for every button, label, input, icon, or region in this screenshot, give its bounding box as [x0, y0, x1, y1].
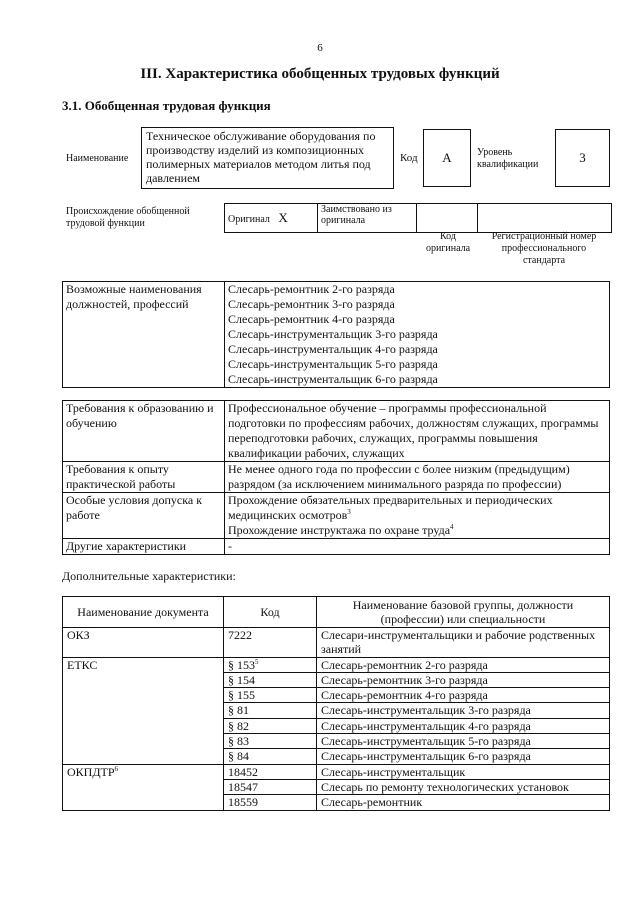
etks-name: Слесарь-инструментальщик 6-го разряда	[317, 749, 610, 764]
list-item: Слесарь-ремонтник 2-го разряда	[228, 282, 395, 296]
level-label: Уровень квалификации	[477, 147, 539, 170]
code-value-box: А	[423, 129, 471, 187]
col-code-header: Код	[224, 597, 317, 628]
okpdtr-doc: ОКПДТР$^6$	[63, 764, 224, 810]
etks-code: § $153^5$	[224, 657, 317, 672]
additional-table	[62, 596, 610, 811]
code-label: Код	[400, 152, 418, 164]
col-doc-header: Наименование документа	[63, 597, 224, 628]
requirements-table	[62, 400, 610, 555]
table-row	[63, 764, 610, 779]
additional-title: Дополнительные характеристики:	[62, 569, 236, 583]
conditions-value	[225, 493, 610, 539]
positions-label: Возможные наименования должностей, профессий	[63, 282, 225, 388]
footnote-4: 4	[450, 523, 454, 531]
etks-code: § 84	[224, 749, 317, 764]
positions-list	[225, 282, 610, 388]
section-title: III. Характеристика обобщенных трудовых функций	[140, 66, 500, 82]
list-item: Слесарь-инструментальщик 6-го разряда	[228, 372, 438, 386]
name-label: Наименование	[66, 153, 129, 164]
original-label: Оригинал	[228, 214, 270, 225]
conditions-line-2: Прохождение инструктажа по охране труда$^4$	[228, 523, 454, 537]
experience-value: Не менее одного года по профессии с более низким (предыдущим) разрядом (за исключением минимального разряда по профессии)	[225, 462, 610, 493]
etks-name: Слесарь-инструментальщик 4-го разряда	[317, 718, 610, 733]
okpdtr-name: Слесарь-инструментальщик	[317, 764, 610, 779]
footnote-6: 6	[114, 764, 119, 773]
etks-doc: ЕТКС	[63, 657, 224, 764]
original-cell	[225, 204, 318, 233]
etks-code: § 155	[224, 688, 317, 703]
positions-table	[62, 281, 610, 388]
conditions-line-1: Прохождение обязательных предварительных и периодических медицинских осмотров$^3$	[228, 493, 553, 522]
etks-name: Слесарь-инструментальщик 3-го разряда	[317, 703, 610, 718]
okpdtr-code: 18559	[224, 795, 317, 810]
table-row	[63, 657, 610, 672]
conditions-label: Особые условия допуска к работе	[63, 493, 225, 539]
etks-name: Слесарь-ремонтник 2-го разряда	[317, 657, 610, 672]
okz-name: Слесари-инструментальщики и рабочие родственных занятий	[317, 628, 610, 658]
col-name-header: Наименование базовой группы, должности (профессии) или специальности	[317, 597, 610, 628]
list-item: Слесарь-инструментальщик 3-го разряда	[228, 327, 438, 341]
etks-name: Слесарь-инструментальщик 5-го разряда	[317, 734, 610, 749]
footnote-5: 5	[255, 657, 259, 666]
okpdtr-name: Слесарь-ремонтник	[317, 795, 610, 810]
reg-number-caption: Регистрационный номер профессионального стандарта	[491, 231, 597, 266]
education-value: Профессиональное обучение – программы профессиональной подготовки по профессиям рабочих, должностям служащих, программы переподготовки рабочих, служащих, программы повышения квалификации рабочих, служащих	[225, 401, 610, 462]
borrowed-label: Заимствовано из оригинала	[318, 204, 417, 233]
etks-code: § 81	[224, 703, 317, 718]
origin-label: Происхождение обобщенной трудовой функции	[66, 206, 190, 229]
list-item: Слесарь-инструментальщик 4-го разряда	[228, 342, 438, 356]
code-original-caption: Код оригинала	[425, 231, 471, 254]
origin-table	[224, 203, 612, 233]
etks-name: Слесарь-ремонтник 4-го разряда	[317, 688, 610, 703]
etks-code: § 82	[224, 718, 317, 733]
list-item: Слесарь-инструментальщик 5-го разряда	[228, 357, 438, 371]
etks-code: § 154	[224, 672, 317, 687]
code-original-cell	[417, 204, 478, 233]
table-row	[63, 628, 610, 658]
education-label: Требования к образованию и обучению	[63, 401, 225, 462]
function-name-box: Техническое обслуживание оборудования по производству изделий из композиционных полимерных материалов методом литья под давлением	[141, 127, 394, 189]
experience-label: Требования к опыту практической работы	[63, 462, 225, 493]
okz-doc: ОКЗ	[63, 628, 224, 658]
list-item: Слесарь-ремонтник 4-го разряда	[228, 312, 395, 326]
subsection-title: 3.1. Обобщенная трудовая функция	[62, 98, 271, 113]
level-value-box: 3	[555, 129, 610, 187]
other-value: -	[225, 539, 610, 555]
other-label: Другие характеристики	[63, 539, 225, 555]
reg-number-cell	[478, 204, 612, 233]
etks-name: Слесарь-ремонтник 3-го разряда	[317, 672, 610, 687]
okpdtr-code: 18452	[224, 764, 317, 779]
page-number: 6	[317, 42, 323, 54]
list-item: Слесарь-ремонтник 3-го разряда	[228, 297, 395, 311]
etks-code: § 83	[224, 734, 317, 749]
okz-code: 7222	[224, 628, 317, 658]
original-mark: X	[278, 210, 288, 225]
footnote-3: 3	[347, 508, 351, 516]
okpdtr-name: Слесарь по ремонту технологических установок	[317, 779, 610, 794]
okpdtr-code: 18547	[224, 779, 317, 794]
